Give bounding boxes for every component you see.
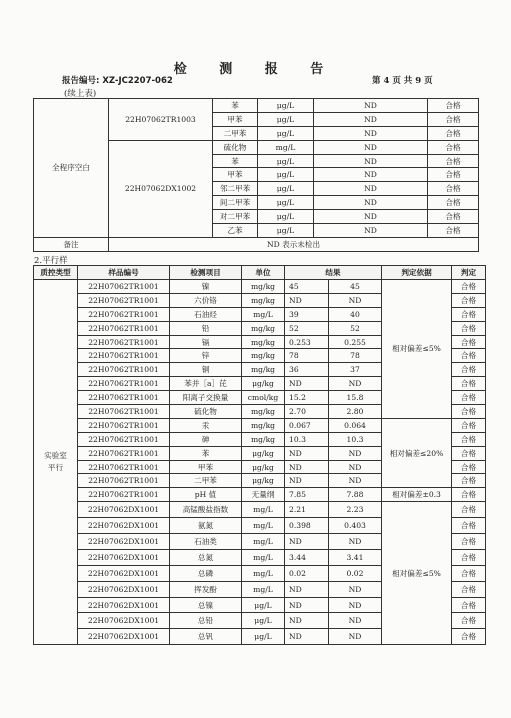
result-1: 2.70	[285, 405, 329, 419]
verdict: 合格	[428, 182, 479, 196]
unit: μg/kg	[242, 460, 285, 474]
result-2: 52	[329, 321, 382, 335]
verdict: 合格	[428, 112, 479, 126]
verdict: 合格	[428, 140, 479, 154]
sample-number: 22H07062TR1001	[78, 488, 170, 502]
sample-number: 22H07062DX1001	[78, 581, 170, 597]
header-verdict: 判定	[452, 266, 486, 280]
result: ND	[314, 112, 428, 126]
sample-number: 22H07062DX1001	[78, 613, 170, 629]
unit: μg/L	[242, 597, 285, 613]
unit: μg/L	[242, 629, 285, 645]
qc-type: 实验室 平行	[34, 280, 78, 645]
test-item: 锌	[170, 349, 242, 363]
verdict: 合格	[452, 335, 486, 349]
test-item: 对二甲苯	[213, 210, 258, 224]
result-2: ND	[329, 377, 382, 391]
result-2: 2.23	[329, 502, 382, 518]
verdict: 合格	[428, 210, 479, 224]
result-1: 39	[285, 307, 329, 321]
header-result: 结果	[285, 266, 382, 280]
table-row	[34, 99, 479, 113]
verdict: 合格	[452, 597, 486, 613]
judgement-basis: 相对偏差≤5%	[382, 502, 452, 645]
result-1: 7.85	[285, 488, 329, 502]
unit: mg/L	[258, 140, 314, 154]
verdict: 合格	[452, 446, 486, 460]
test-item: 甲苯	[170, 460, 242, 474]
verdict: 合格	[452, 321, 486, 335]
unit: mg/L	[242, 534, 285, 550]
result-2: 15.8	[329, 391, 382, 405]
result: ND	[314, 140, 428, 154]
result-1: ND	[285, 474, 329, 488]
result: ND	[314, 224, 428, 238]
verdict: 合格	[452, 534, 486, 550]
result-1: 52	[285, 321, 329, 335]
unit: cmol/kg	[242, 391, 285, 405]
parallel-sample-table	[33, 265, 486, 645]
judgement-basis: 相对偏差≤20%	[382, 418, 452, 487]
sample-number: 22H07062TR1001	[78, 446, 170, 460]
sample-number: 22H07062DX1001	[78, 502, 170, 518]
verdict: 合格	[428, 196, 479, 210]
header-sample-no: 样品编号	[78, 266, 170, 280]
unit: μg/L	[258, 154, 314, 168]
verdict: 合格	[452, 629, 486, 645]
test-item: 总磷	[170, 565, 242, 581]
verdict: 合格	[452, 349, 486, 363]
verdict: 合格	[452, 502, 486, 518]
result-1: 15.2	[285, 391, 329, 405]
result-1: 0.253	[285, 335, 329, 349]
sample-number: 22H07062TR1001	[78, 349, 170, 363]
test-item: 挥发酚	[170, 581, 242, 597]
unit: mg/kg	[242, 418, 285, 432]
unit: μg/L	[258, 126, 314, 140]
test-item: 阳离子交换量	[170, 391, 242, 405]
verdict: 合格	[428, 126, 479, 140]
result-1: 0.067	[285, 418, 329, 432]
result-2: ND	[329, 613, 382, 629]
result-1: ND	[285, 460, 329, 474]
unit: mg/L	[242, 565, 285, 581]
result: ND	[314, 168, 428, 182]
judgement-basis: 相对偏差±0.3	[382, 488, 452, 502]
unit: μg/L	[258, 196, 314, 210]
table-row	[34, 502, 486, 518]
unit: μg/L	[258, 99, 314, 113]
verdict: 合格	[452, 280, 486, 294]
test-item: 氨氮	[170, 518, 242, 534]
result-1: ND	[285, 446, 329, 460]
test-item: 总铅	[170, 613, 242, 629]
result-2: 10.3	[329, 432, 382, 446]
verdict: 合格	[452, 377, 486, 391]
unit: mg/kg	[242, 405, 285, 419]
test-item: 苯	[213, 99, 258, 113]
sample-number: 22H07062TR1001	[78, 307, 170, 321]
result-2: 0.02	[329, 565, 382, 581]
result-2: 0.255	[329, 335, 382, 349]
test-item: 镉	[170, 335, 242, 349]
table-row	[34, 488, 486, 502]
sample-number: 22H07062DX1001	[78, 549, 170, 565]
verdict: 合格	[452, 460, 486, 474]
unit: mg/L	[242, 518, 285, 534]
test-item: 乙苯	[213, 224, 258, 238]
test-item: 二甲苯	[213, 126, 258, 140]
verdict: 合格	[452, 565, 486, 581]
unit: mg/kg	[242, 349, 285, 363]
test-item: 甲苯	[213, 112, 258, 126]
sample-number: 22H07062TR1001	[78, 391, 170, 405]
page-indicator: 第 4 页 共 9 页	[372, 76, 433, 86]
test-item: 六价铬	[170, 293, 242, 307]
remark-row	[34, 237, 479, 251]
result: ND	[314, 99, 428, 113]
report-title: 检 测 报 告	[173, 62, 338, 77]
result-2: ND	[329, 474, 382, 488]
blank-table	[33, 98, 479, 252]
result-2: ND	[329, 293, 382, 307]
result-2: 45	[329, 280, 382, 294]
result-1: ND	[285, 377, 329, 391]
test-item: 高锰酸盐指数	[170, 502, 242, 518]
verdict: 合格	[452, 581, 486, 597]
unit: μg/L	[258, 112, 314, 126]
unit: μg/kg	[242, 474, 285, 488]
test-item: 总氮	[170, 549, 242, 565]
test-item: 硫化物	[170, 405, 242, 419]
header-qc-type: 质控类型	[34, 266, 78, 280]
verdict: 合格	[452, 488, 486, 502]
unit: mg/L	[242, 502, 285, 518]
unit: μg/kg	[242, 377, 285, 391]
result-1: ND	[285, 534, 329, 550]
test-item: 石油类	[170, 534, 242, 550]
result-1: 2.21	[285, 502, 329, 518]
sample-number: 22H07062DX1001	[78, 597, 170, 613]
unit: μg/L	[242, 613, 285, 629]
report-number: 报告编号: XZ-JC2207-062	[62, 76, 173, 86]
remark-text: ND 表示未检出	[109, 237, 479, 251]
result-2: 7.88	[329, 488, 382, 502]
unit: mg/kg	[242, 335, 285, 349]
header-test-item: 检测项目	[170, 266, 242, 280]
sample-number: 22H07062TR1001	[78, 335, 170, 349]
result-2: 40	[329, 307, 382, 321]
result: ND	[314, 182, 428, 196]
result-2: 78	[329, 349, 382, 363]
continued-label: (续上表)	[64, 89, 97, 99]
unit: mg/L	[242, 581, 285, 597]
header-unit: 单位	[242, 266, 285, 280]
test-item: 硫化物	[213, 140, 258, 154]
test-item: 铜	[170, 363, 242, 377]
test-item: 甲苯	[213, 168, 258, 182]
verdict: 合格	[452, 293, 486, 307]
sample-number: 22H07062TR1001	[78, 293, 170, 307]
result-2: ND	[329, 446, 382, 460]
unit: mg/kg	[242, 280, 285, 294]
verdict: 合格	[452, 418, 486, 432]
result: ND	[314, 154, 428, 168]
verdict: 合格	[452, 474, 486, 488]
test-item: 砷	[170, 432, 242, 446]
verdict: 合格	[452, 518, 486, 534]
unit: mg/kg	[242, 293, 285, 307]
remark-label: 备注	[34, 237, 109, 251]
verdict: 合格	[428, 154, 479, 168]
result-1: ND	[285, 613, 329, 629]
sample-number: 22H07062DX1001	[78, 518, 170, 534]
result-1: 0.02	[285, 565, 329, 581]
unit: mg/kg	[242, 432, 285, 446]
verdict: 合格	[452, 363, 486, 377]
test-item: 间二甲苯	[213, 196, 258, 210]
verdict: 合格	[452, 549, 486, 565]
test-item: 总钒	[170, 629, 242, 645]
sample-number: 22H07062DX1001	[78, 534, 170, 550]
test-item: 苯	[170, 446, 242, 460]
result-2: ND	[329, 581, 382, 597]
unit: mg/kg	[242, 363, 285, 377]
verdict: 合格	[452, 391, 486, 405]
result: ND	[314, 210, 428, 224]
result-1: 0.398	[285, 518, 329, 534]
result-1: ND	[285, 629, 329, 645]
result-1: 10.3	[285, 432, 329, 446]
result-1: ND	[285, 293, 329, 307]
test-item: 苯	[213, 154, 258, 168]
result: ND	[314, 196, 428, 210]
result-2: 3.41	[329, 549, 382, 565]
result-2: 0.064	[329, 418, 382, 432]
unit: mg/L	[242, 549, 285, 565]
sample-number: 22H07062TR1001	[78, 432, 170, 446]
result-2: 0.403	[329, 518, 382, 534]
sample-number: 22H07062DX1001	[78, 565, 170, 581]
test-item: 铅	[170, 321, 242, 335]
result-2: ND	[329, 534, 382, 550]
test-item: 镍	[170, 280, 242, 294]
sample-number: 22H07062DX1002	[109, 140, 213, 237]
result-2: 2.80	[329, 405, 382, 419]
test-item: 邻二甲苯	[213, 182, 258, 196]
sample-number: 22H07062TR1001	[78, 321, 170, 335]
section-title: 2.平行样	[34, 256, 68, 266]
result-1: 78	[285, 349, 329, 363]
result-2: ND	[329, 629, 382, 645]
unit: mg/kg	[242, 321, 285, 335]
unit: mg/L	[242, 307, 285, 321]
result-1: 3.44	[285, 549, 329, 565]
verdict: 合格	[428, 168, 479, 182]
test-item: 汞	[170, 418, 242, 432]
result-1: ND	[285, 581, 329, 597]
result: ND	[314, 126, 428, 140]
result-1: 45	[285, 280, 329, 294]
verdict: 合格	[452, 405, 486, 419]
unit: μg/kg	[242, 446, 285, 460]
test-item: pH 值	[170, 488, 242, 502]
result-1: 36	[285, 363, 329, 377]
verdict: 合格	[452, 613, 486, 629]
qc-group-label: 全程序空白	[34, 99, 109, 238]
sample-number: 22H07062DX1001	[78, 629, 170, 645]
sample-number: 22H07062TR1001	[78, 418, 170, 432]
sample-number: 22H07062TR1001	[78, 405, 170, 419]
test-item: 苯并［a］芘	[170, 377, 242, 391]
unit: μg/L	[258, 168, 314, 182]
unit: μg/L	[258, 224, 314, 238]
unit: μg/L	[258, 182, 314, 196]
sample-number: 22H07062TR1001	[78, 363, 170, 377]
test-item: 总镍	[170, 597, 242, 613]
result-2: ND	[329, 597, 382, 613]
table-row	[34, 280, 486, 294]
sample-number: 22H07062TR1001	[78, 460, 170, 474]
verdict: 合格	[428, 224, 479, 238]
result-2: ND	[329, 460, 382, 474]
verdict: 合格	[428, 99, 479, 113]
sample-number: 22H07062TR1001	[78, 474, 170, 488]
test-item: 二甲苯	[170, 474, 242, 488]
judgement-basis: 相对偏差≤5%	[382, 280, 452, 419]
verdict: 合格	[452, 432, 486, 446]
sample-number: 22H07062TR1003	[109, 99, 213, 141]
verdict: 合格	[452, 307, 486, 321]
unit: 无量纲	[242, 488, 285, 502]
result-1: ND	[285, 597, 329, 613]
result-2: 37	[329, 363, 382, 377]
unit: μg/L	[258, 210, 314, 224]
test-item: 石油烃	[170, 307, 242, 321]
header-basis: 判定依据	[382, 266, 452, 280]
table-row	[34, 418, 486, 432]
sample-number: 22H07062TR1001	[78, 280, 170, 294]
sample-number: 22H07062TR1001	[78, 377, 170, 391]
